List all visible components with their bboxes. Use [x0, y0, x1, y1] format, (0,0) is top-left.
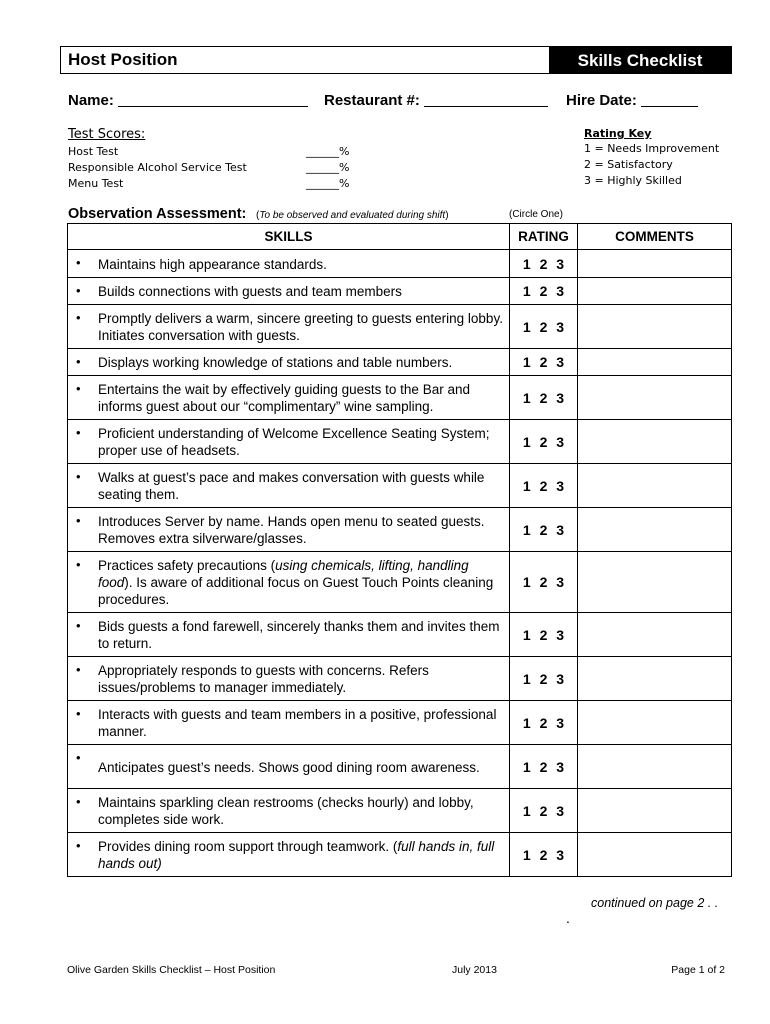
table-row	[68, 833, 732, 877]
skill-description	[68, 745, 510, 789]
test-label: Menu Test	[68, 177, 124, 190]
table-row	[68, 250, 732, 278]
bullet-icon: •	[76, 618, 81, 633]
rating-choices[interactable]: 1 2 3	[510, 464, 578, 508]
name-label: Name:	[68, 92, 114, 109]
test-label: Responsible Alcohol Service Test	[68, 161, 247, 174]
skill-text: Introduces Server by name. Hands open menu to seated guests. Removes extra silverware/glasses.	[98, 514, 485, 546]
name-field[interactable]	[68, 92, 308, 109]
bullet-icon: •	[76, 469, 81, 484]
table-row	[68, 552, 732, 613]
comment-field[interactable]	[578, 464, 732, 508]
skill-text: Promptly delivers a warm, sincere greeting to guests entering lobby. Initiates conversation with guests.	[98, 311, 503, 343]
skill-description	[68, 464, 510, 508]
test-scores-heading: Test Scores:	[68, 127, 146, 142]
rating-choices[interactable]: 1 2 3	[510, 349, 578, 376]
comment-field[interactable]	[578, 745, 732, 789]
skills-column-header: SKILLS	[68, 224, 510, 250]
observation-heading	[68, 206, 449, 222]
table-header-row	[68, 224, 732, 250]
skill-text: Maintains sparkling clean restrooms (checks hourly) and lobby, completes side work.	[98, 795, 474, 827]
rating-key-heading: Rating Key	[584, 127, 652, 140]
skill-description	[68, 349, 510, 376]
rating-choices[interactable]: 1 2 3	[510, 745, 578, 789]
test-score-blank[interactable]: ______%	[306, 161, 350, 174]
bullet-icon: •	[76, 794, 81, 809]
checklist-title: Skills Checklist	[549, 47, 731, 73]
bullet-icon: •	[76, 513, 81, 528]
skill-description	[68, 613, 510, 657]
bullet-icon: •	[76, 557, 81, 572]
rating-key	[584, 127, 719, 189]
table-row	[68, 745, 732, 789]
comment-field[interactable]	[578, 701, 732, 745]
skill-text: Interacts with guests and team members in a positive, professional manner.	[98, 707, 497, 739]
bullet-icon: •	[76, 706, 81, 721]
skill-text: Appropriately responds to guests with concerns. Refers issues/problems to manager immediately.	[98, 663, 429, 695]
circle-one-note: (Circle One)	[509, 209, 563, 220]
name-blank[interactable]	[118, 93, 308, 107]
bullet-icon: •	[76, 838, 81, 853]
rating-choices[interactable]: 1 2 3	[510, 789, 578, 833]
skill-description	[68, 789, 510, 833]
table-row	[68, 789, 732, 833]
comment-field[interactable]	[578, 613, 732, 657]
comments-column-header: COMMENTS	[578, 224, 732, 250]
skill-text: using chemicals, lifting, handling food	[98, 558, 469, 590]
skill-text: Bids guests a fond farewell, sincerely thanks them and invites them to return.	[98, 619, 500, 651]
comment-field[interactable]	[578, 833, 732, 877]
rating-key-item: 3 = Highly Skilled	[584, 174, 682, 187]
skill-description	[68, 278, 510, 305]
restaurant-label: Restaurant #:	[324, 92, 420, 109]
rating-choices[interactable]: 1 2 3	[510, 508, 578, 552]
test-scores-section	[68, 127, 350, 192]
hire-date-field[interactable]	[566, 92, 698, 109]
title-bar	[60, 46, 732, 74]
skill-text: Provides dining room support through teamwork. (	[98, 839, 398, 854]
bullet-icon: •	[76, 381, 81, 396]
test-label: Host Test	[68, 145, 119, 158]
bullet-icon: •	[76, 662, 81, 677]
skill-text: Builds connections with guests and team members	[98, 284, 402, 299]
comment-field[interactable]	[578, 508, 732, 552]
skill-description	[68, 701, 510, 745]
skill-description	[68, 657, 510, 701]
table-row	[68, 278, 732, 305]
continued-note: continued on page 2 . .	[591, 896, 719, 910]
bullet-icon: •	[76, 425, 81, 440]
rating-key-item: 2 = Satisfactory	[584, 158, 673, 171]
skill-description	[68, 420, 510, 464]
skill-description	[68, 833, 510, 877]
rating-choices[interactable]: 1 2 3	[510, 833, 578, 877]
skill-text: Anticipates guest’s needs. Shows good dining room awareness.	[98, 759, 480, 775]
rating-choices[interactable]: 1 2 3	[510, 420, 578, 464]
test-score-blank[interactable]: ______%	[306, 177, 350, 190]
skill-text: Maintains high appearance standards.	[98, 256, 327, 272]
comment-field[interactable]	[578, 789, 732, 833]
table-row	[68, 376, 732, 420]
table-row	[68, 613, 732, 657]
test-row	[68, 144, 350, 160]
skill-text: Walks at guest’s pace and makes conversation with guests while seating them.	[98, 470, 485, 502]
comment-field[interactable]	[578, 349, 732, 376]
observation-note: (To be observed and evaluated during shift)	[255, 210, 449, 221]
bullet-icon: •	[76, 255, 81, 270]
comment-field[interactable]	[578, 657, 732, 701]
skill-description	[68, 552, 510, 613]
test-score-blank[interactable]: ______%	[306, 145, 350, 158]
table-row	[68, 508, 732, 552]
comment-field[interactable]	[578, 552, 732, 613]
bullet-icon: •	[76, 283, 81, 298]
skill-text: Practices safety precautions (	[98, 558, 276, 573]
rating-choices[interactable]: 1 2 3	[510, 701, 578, 745]
bullet-icon: •	[76, 310, 81, 325]
rating-choices[interactable]: 1 2 3	[510, 305, 578, 349]
comment-field[interactable]	[578, 420, 732, 464]
skill-text: full hands in, full hands out)	[98, 839, 495, 871]
footer-date: July 2013	[452, 964, 497, 976]
rating-choices[interactable]: 1 2 3	[510, 376, 578, 420]
rating-column-header: RATING	[510, 224, 578, 250]
table-row	[68, 701, 732, 745]
test-row	[68, 176, 350, 192]
skill-text: Proficient understanding of Welcome Excellence Seating System; proper use of headsets.	[98, 426, 490, 458]
skills-table	[67, 223, 732, 877]
skill-description	[68, 305, 510, 349]
footer-left: Olive Garden Skills Checklist – Host Position	[67, 964, 276, 976]
skill-description	[68, 250, 510, 278]
table-row	[68, 349, 732, 376]
comment-field[interactable]	[578, 278, 732, 305]
rating-choices[interactable]: 1 2 3	[510, 552, 578, 613]
test-row	[68, 160, 350, 176]
bullet-icon: •	[76, 354, 81, 369]
observation-title: Observation Assessment:	[68, 206, 247, 222]
comment-field[interactable]	[578, 376, 732, 420]
restaurant-blank[interactable]	[424, 93, 548, 107]
footer-page-number: Page 1 of 2	[671, 964, 725, 976]
rating-choices[interactable]: 1 2 3	[510, 278, 578, 305]
hire-date-label: Hire Date:	[566, 92, 637, 109]
rating-choices[interactable]: 1 2 3	[510, 613, 578, 657]
skill-text: Entertains the wait by effectively guiding guests to the Bar and informs guest about our “complimentary” wine sampling.	[98, 382, 470, 414]
table-row	[68, 305, 732, 349]
position-title: Host Position	[68, 50, 178, 69]
skill-description	[68, 508, 510, 552]
skill-text: ). Is aware of additional focus on Guest Touch Points cleaning procedures.	[98, 575, 494, 607]
hire-date-blank[interactable]	[641, 93, 698, 107]
table-row	[68, 420, 732, 464]
skill-text: Displays working knowledge of stations and table numbers.	[98, 355, 453, 370]
table-row	[68, 657, 732, 701]
rating-choices[interactable]: 1 2 3	[510, 657, 578, 701]
continued-dot: .	[566, 910, 570, 926]
bullet-icon: •	[76, 750, 81, 765]
rating-choices[interactable]: 1 2 3	[510, 250, 578, 278]
comment-field[interactable]	[578, 250, 732, 278]
table-row	[68, 464, 732, 508]
comment-field[interactable]	[578, 305, 732, 349]
rating-key-item: 1 = Needs Improvement	[584, 142, 720, 155]
restaurant-field[interactable]	[324, 92, 548, 109]
skill-description	[68, 376, 510, 420]
